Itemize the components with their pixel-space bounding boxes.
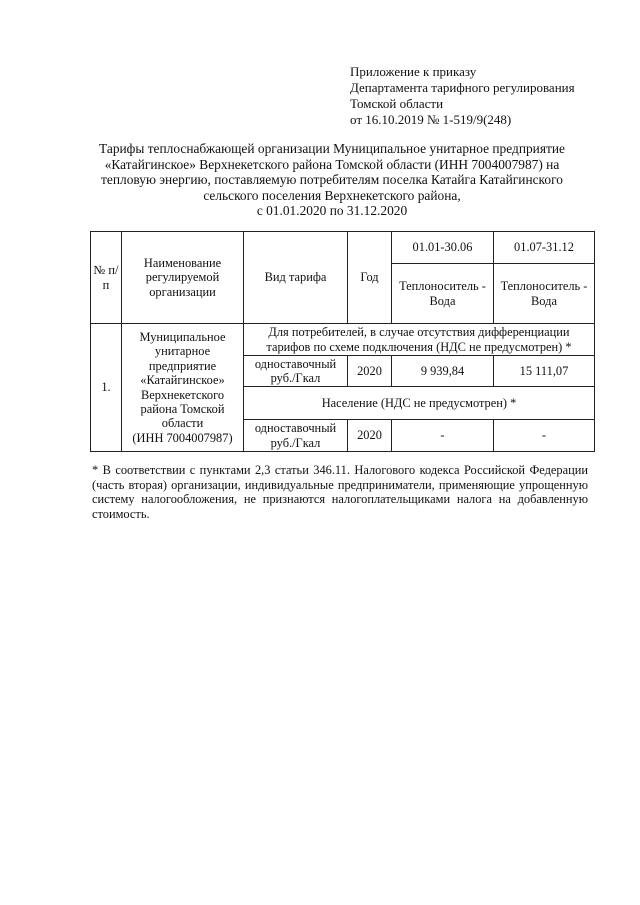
header-org: Наименование регулируемой организации <box>122 232 244 324</box>
org-name-line: (ИНН 7004007987) <box>132 430 233 445</box>
org-name-cell <box>122 324 244 452</box>
document-title <box>90 141 574 219</box>
section-consumers: Для потребителей, в случае отсутствия дифференциации тарифов по схеме подключения (НДС не предусмотрен) * <box>244 324 595 356</box>
org-name-line: района Томской <box>140 401 225 416</box>
header-carrier-2: Теплоноситель - Вода <box>494 264 595 324</box>
appendix-line: Приложение к приказу <box>350 64 477 79</box>
tariff-value-cell: 9 939,84 <box>392 356 494 387</box>
tariff-type-cell: одноставочный руб./Гкал <box>244 356 348 387</box>
header-tariff-type: Вид тарифа <box>244 232 348 324</box>
header-period-2: 01.07-31.12 <box>494 232 595 264</box>
row-num: 1. <box>91 324 122 452</box>
appendix-header <box>350 64 630 128</box>
year-cell: 2020 <box>348 420 392 452</box>
header-carrier-1: Теплоноситель - Вода <box>392 264 494 324</box>
title-line: сельского поселения Верхнекетского района, <box>203 187 461 203</box>
header-num: № п/п <box>91 232 122 324</box>
org-name-line: области <box>161 416 204 431</box>
tariff-value-cell: - <box>494 420 595 452</box>
tariff-type-cell: одноставочный руб./Гкал <box>244 420 348 452</box>
appendix-line: Департамента тарифного регулирования <box>350 80 575 95</box>
title-line: тепловую энергию, поставляемую потребителям поселка Катайга Катайгинского <box>101 172 563 188</box>
org-name-line: «Катайгинское» <box>140 373 225 388</box>
org-name-line: предприятие <box>148 358 217 373</box>
tariff-value-cell: 15 111,07 <box>494 356 595 387</box>
section-population: Население (НДС не предусмотрен) * <box>244 387 595 420</box>
tariff-value-cell: - <box>392 420 494 452</box>
org-name-line: Муниципальное <box>139 329 226 344</box>
header-year: Год <box>348 232 392 324</box>
tariff-table <box>90 231 595 452</box>
header-period-1: 01.01-30.06 <box>392 232 494 264</box>
org-name-line: Верхнекетского <box>140 387 225 402</box>
footnote: * В соответствии с пунктами 2,3 статьи 346.11. Налогового кодекса Российской Федерации (часть вторая) организации, индивидуальные предприниматели, применяющие упрощенную систему налогообложения, не признаются налогоплательщиками налога на добавленную стоимость. <box>92 463 588 521</box>
org-name-line: унитарное <box>154 344 211 359</box>
appendix-line: от 16.10.2019 № 1-519/9(248) <box>350 112 512 127</box>
title-line: «Катайгинское» Верхнекетского района Томской области (ИНН 7004007987) на <box>104 156 560 172</box>
appendix-line: Томской области <box>350 96 444 111</box>
title-line: Тарифы теплоснабжающей организации Муниципальное унитарное предприятие <box>99 141 565 156</box>
title-line: с 01.01.2020 по 31.12.2020 <box>256 203 408 219</box>
year-cell: 2020 <box>348 356 392 387</box>
